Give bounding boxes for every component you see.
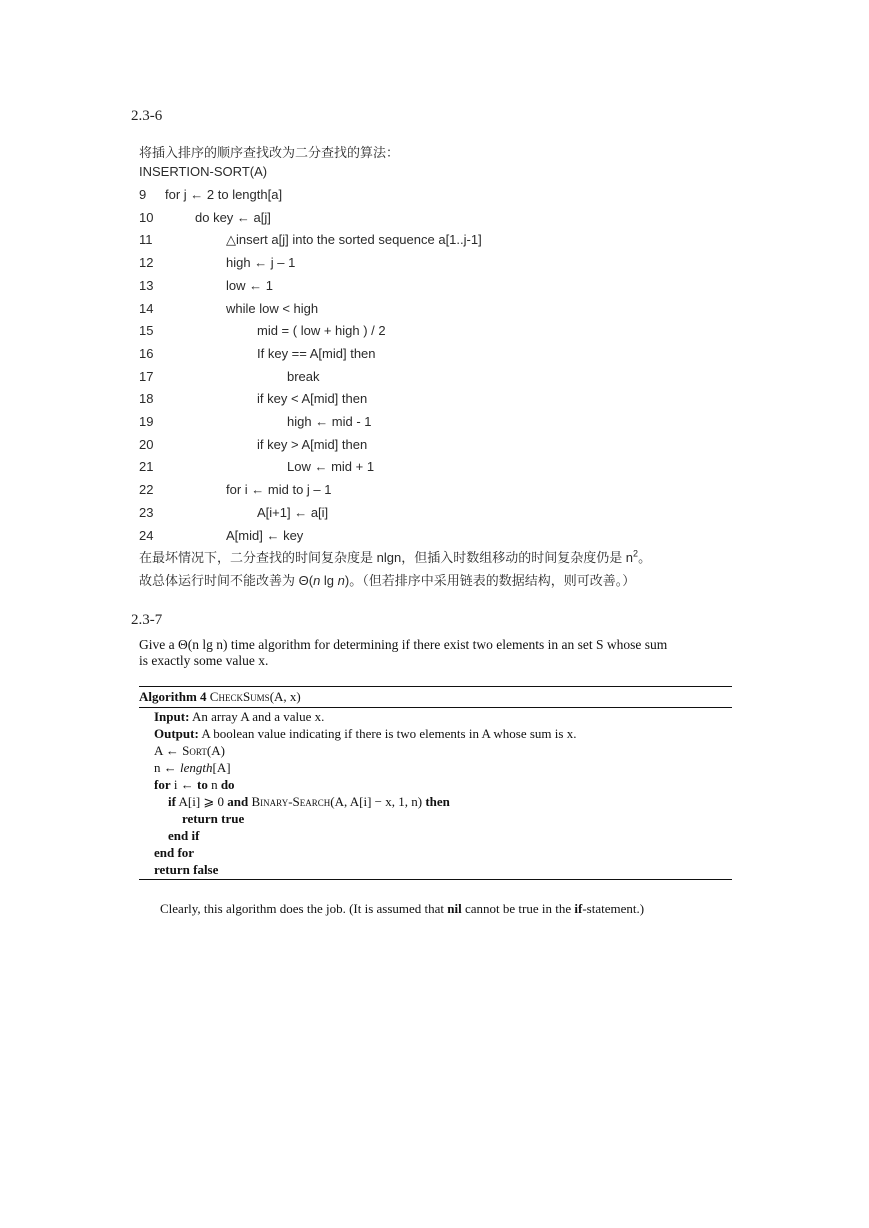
code-line: mid = ( low + high ) / 2 [257, 323, 386, 338]
line-number: 21 [139, 459, 154, 474]
output-label: Output: [154, 726, 199, 741]
question-line-1: Give a Θ(n lg n) time algorithm for determining if there exist two elements in an set S whose sum [139, 637, 668, 652]
code-line: high ← mid - 1 [287, 414, 372, 429]
algorithm-args: (A, x) [269, 689, 301, 704]
analysis-var-n: n [313, 573, 321, 588]
if-condition: A[i] ⩾ 0 [175, 794, 228, 809]
algorithm-label: Algorithm 4 [139, 689, 207, 704]
length-fn: length [180, 760, 213, 775]
code-line: for i ← mid to j – 1 [226, 482, 332, 497]
conclusion-c: -statement.) [582, 901, 645, 916]
conclusion-text [160, 901, 644, 917]
section-heading-2-3-7: 2.3-7 [131, 612, 163, 628]
line-number: 18 [139, 391, 154, 406]
analysis-line-1 [139, 547, 651, 566]
binary-search-fn: Binary-Search [248, 794, 331, 809]
line-number: 10 [139, 210, 154, 225]
code-line: break [287, 369, 320, 384]
algorithm-line-for [154, 777, 235, 793]
algorithm-bottom-rule [139, 879, 732, 880]
line-number: 20 [139, 437, 154, 452]
code-line: high ← j – 1 [226, 255, 296, 270]
line-number: 14 [139, 301, 154, 316]
then-keyword: then [425, 794, 450, 809]
algorithm-header-rule [139, 707, 732, 708]
line-number: 22 [139, 482, 154, 497]
code-line: while low < high [226, 301, 319, 316]
code-line: If key == A[mid] then [257, 346, 376, 361]
algorithm-line-return-true [182, 811, 244, 827]
algorithm-line-end-for [154, 845, 194, 861]
algorithm-name: CheckSums [209, 689, 270, 704]
question-line-2: is exactly some value x. [139, 653, 269, 668]
return-true: return true [182, 811, 245, 826]
conclusion-b: cannot be true in the [461, 901, 575, 916]
analysis-text-1: 在最坏情况下，二分查找的时间复杂度是 nlgn，但插入时数组移动的时间复杂度仍是 n [139, 550, 634, 565]
code-line: do key ← a[j] [195, 210, 271, 225]
algorithm-line-length [154, 760, 231, 776]
return-false: return false [154, 862, 219, 877]
binary-search-args: (A, A[i] − x, 1, n) [330, 794, 426, 809]
code-line: A[i+1] ← a[i] [257, 505, 329, 520]
algorithm-line-sort [154, 743, 225, 759]
algorithm-caption [139, 689, 301, 705]
code-line: A[mid] ← key [226, 528, 304, 543]
algorithm-input-line [154, 709, 324, 725]
algorithm-line-if [168, 794, 450, 810]
algorithm-line-end-if [168, 828, 199, 844]
algorithm-line-return-false [154, 862, 218, 878]
for-var: i ← [170, 777, 197, 792]
input-label: Input: [154, 709, 190, 724]
to-keyword: to [196, 777, 208, 792]
length-assign: n ← [154, 760, 180, 775]
code-line: low ← 1 [226, 278, 273, 293]
line-number: 12 [139, 255, 154, 270]
output-text: A boolean value indicating if there is two elements in A whose sum is x. [198, 726, 577, 741]
code-line: △insert a[j] into the sorted sequence a[1..j-1] [226, 232, 482, 247]
end-for: end for [154, 845, 195, 860]
line-number: 24 [139, 528, 154, 543]
code-line: if key < A[mid] then [257, 391, 368, 406]
conclusion-a: Clearly, this algorithm does the job. (It is assumed that [160, 901, 448, 916]
end-if: end if [168, 828, 200, 843]
for-bound: n [207, 777, 221, 792]
analysis-text-1-end: 。 [638, 550, 652, 565]
sort-assign: A ← [154, 743, 183, 758]
line-number: 17 [139, 369, 154, 384]
and-keyword: and [227, 794, 249, 809]
algorithm-top-rule [139, 686, 732, 687]
code-line: Low ← mid + 1 [287, 459, 375, 474]
line-number: 23 [139, 505, 154, 520]
code-line: for j ← 2 to length[a] [165, 187, 283, 202]
line-number: 9 [139, 187, 147, 202]
input-text: An array A and a value x. [189, 709, 325, 724]
analysis-var-n2: n [337, 573, 345, 588]
do-keyword: do [220, 777, 235, 792]
for-keyword: for [154, 777, 171, 792]
analysis-line-2 [139, 570, 635, 589]
algorithm-output-line [154, 726, 576, 742]
if-keyword-inline: if [574, 901, 583, 916]
line-number: 19 [139, 414, 154, 429]
line-number: 11 [139, 232, 153, 247]
exponent: 2 [633, 548, 639, 559]
analysis-text-2e: )。（但若排序中采用链表的数据结构，则可改善。） [344, 573, 636, 588]
sort-fn: Sort [182, 743, 207, 758]
nil-keyword: nil [447, 901, 462, 916]
line-number: 15 [139, 323, 154, 338]
analysis-text-2c: lg [320, 573, 338, 588]
if-keyword: if [168, 794, 176, 809]
line-number: 13 [139, 278, 154, 293]
procedure-name: INSERTION-SORT(A) [139, 164, 268, 179]
analysis-text-2a: 故总体运行时间不能改善为 Θ( [139, 573, 314, 588]
intro-text: 将插入排序的顺序查找改为二分查找的算法： [139, 145, 400, 160]
line-number: 16 [139, 346, 154, 361]
length-args: [A] [212, 760, 231, 775]
sort-args: (A) [206, 743, 225, 758]
section-heading-2-3-6: 2.3-6 [131, 108, 163, 124]
code-line: if key > A[mid] then [257, 437, 368, 452]
